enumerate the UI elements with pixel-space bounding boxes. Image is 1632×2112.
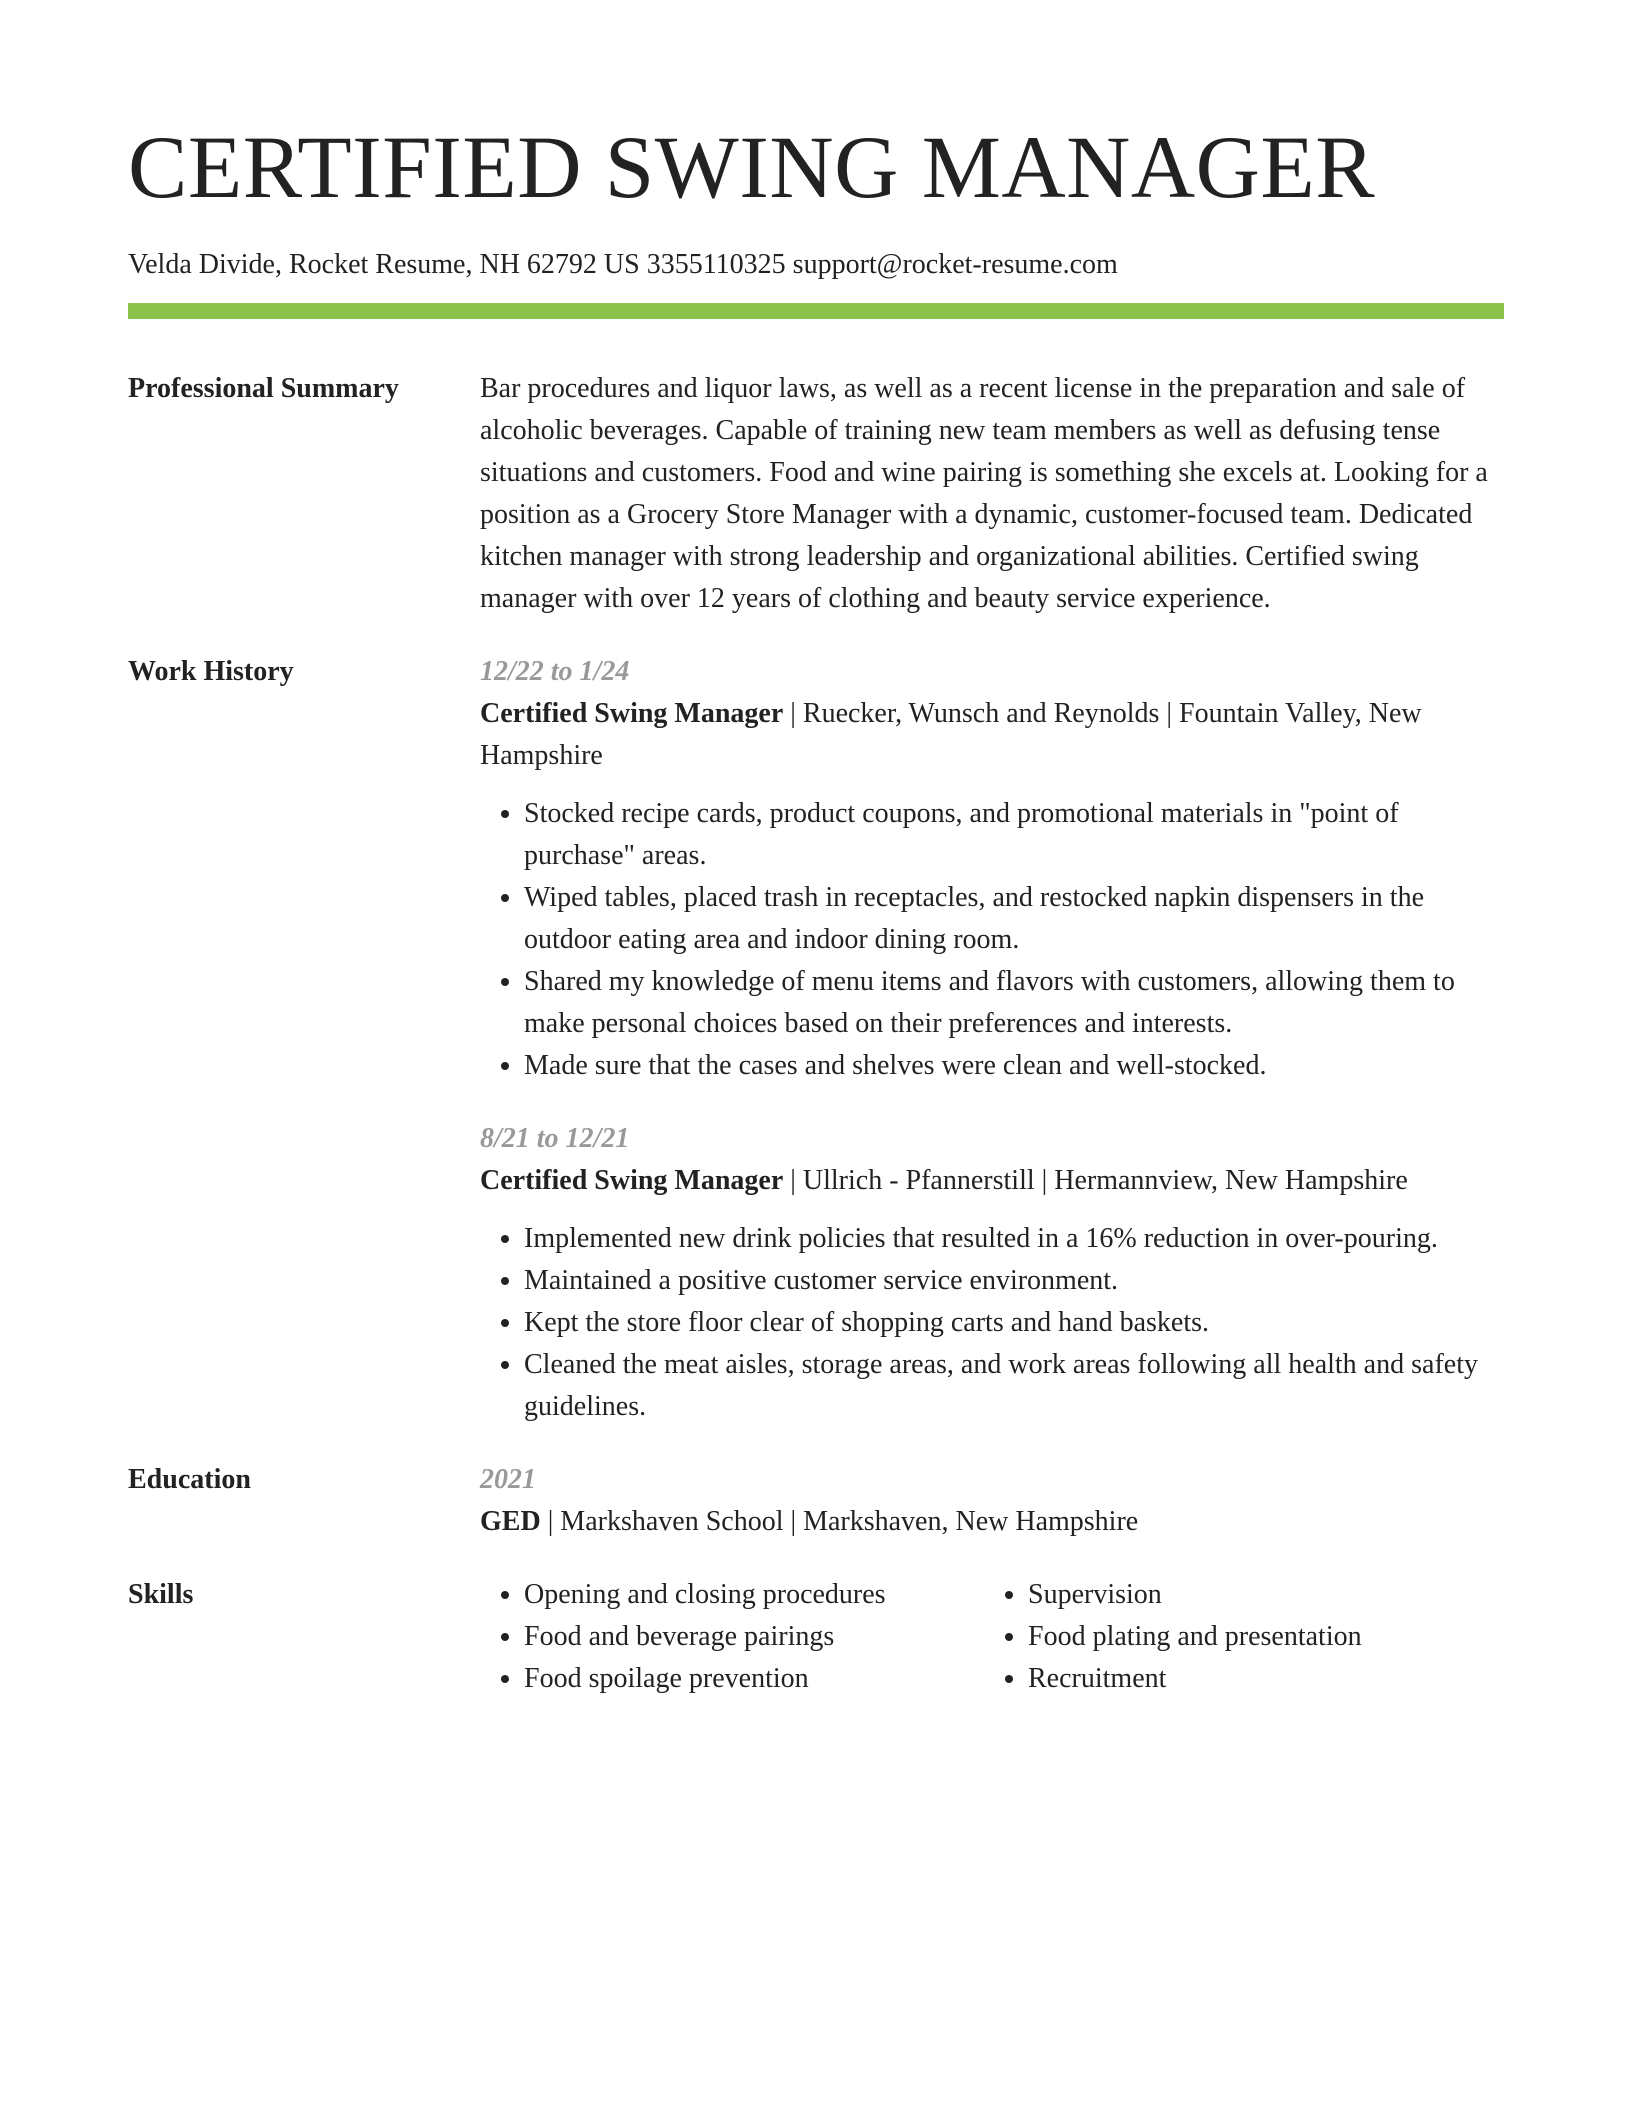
work-history-body <box>480 651 1504 1428</box>
education-date: 2021 <box>480 1464 536 1495</box>
skill-item: • Supervision <box>1028 1574 1488 1616</box>
job-duty: • Stocked recipe cards, product coupons, and promotional materials in "point of purchase" areas. <box>524 793 1504 877</box>
work-history-heading: Work History <box>128 656 294 687</box>
summary-heading: Professional Summary <box>128 373 399 404</box>
skills-column-2 <box>984 1574 1488 1700</box>
job-duty: • Wiped tables, placed trash in receptacles, and restocked napkin dispensers in the outdoor eating area and indoor dining room. <box>524 877 1504 961</box>
job-title: Certified Swing Manager <box>480 698 784 729</box>
job-title: Certified Swing Manager <box>480 1165 784 1196</box>
job-employer-location: | Ullrich - Pfannerstill | Hermannview, New Hampshire <box>783 1165 1408 1196</box>
summary-text: Bar procedures and liquor laws, as well as a recent license in the preparation and sale of alcoholic beverages. Capable of training new team members as well as defusing tense situations and customers. Food and wine pairing is something she excels at. Looking for a position as a Grocery Store Manager with a dynamic, customer-focused team. Dedicated kitchen manager with strong leadership and organizational abilities. Certified swing manager with over 12 years of clothing and beauty service experience. <box>480 373 1488 614</box>
job-duty: • Shared my knowledge of menu items and flavors with customers, allowing them to make personal choices based on their preferences and interests. <box>524 961 1504 1045</box>
job-entry <box>480 651 1504 1087</box>
education-entry <box>480 1501 1504 1543</box>
job-date: 8/21 to 12/21 <box>480 1123 630 1154</box>
job-duty: • Kept the store floor clear of shopping carts and hand baskets. <box>524 1302 1504 1344</box>
job-date: 12/22 to 1/24 <box>480 656 630 687</box>
education-section <box>128 1459 1504 1543</box>
job-entry <box>480 1118 1504 1428</box>
skills-body <box>480 1574 1504 1700</box>
contact-line: Velda Divide, Rocket Resume, NH 62792 US 3355110325 support@rocket-resume.com <box>128 249 1118 280</box>
job-heading <box>480 1160 1504 1202</box>
skill-item: • Opening and closing procedures <box>524 1574 984 1616</box>
skills-heading: Skills <box>128 1579 194 1610</box>
job-employer-location: | Ruecker, Wunsch and Reynolds | Fountain Valley, New Hampshire <box>480 698 1422 771</box>
job-duties <box>480 793 1504 1087</box>
job-duty: • Made sure that the cases and shelves were clean and well-stocked. <box>524 1045 1504 1087</box>
skill-item: • Food and beverage pairings <box>524 1616 984 1658</box>
education-heading: Education <box>128 1464 251 1495</box>
skills-section <box>128 1574 1504 1700</box>
summary-section <box>128 368 1504 620</box>
resume-title: CERTIFIED SWING MANAGER <box>128 119 1376 217</box>
skill-item: • Food plating and presentation <box>1028 1616 1488 1658</box>
education-school-location: | Markshaven School | Markshaven, New Hampshire <box>540 1506 1139 1537</box>
job-duty: • Cleaned the meat aisles, storage areas, and work areas following all health and safety guidelines. <box>524 1344 1504 1428</box>
skill-item: • Recruitment <box>1028 1658 1488 1700</box>
job-heading <box>480 693 1504 777</box>
skills-column-1 <box>480 1574 984 1700</box>
accent-divider <box>128 303 1504 319</box>
job-duty: • Maintained a positive customer service environment. <box>524 1260 1504 1302</box>
job-duties <box>480 1218 1504 1428</box>
education-degree: GED <box>480 1506 541 1537</box>
skill-item: • Food spoilage prevention <box>524 1658 984 1700</box>
education-body <box>480 1459 1504 1543</box>
work-history-section <box>128 651 1504 1428</box>
job-duty: • Implemented new drink policies that resulted in a 16% reduction in over-pouring. <box>524 1218 1504 1260</box>
